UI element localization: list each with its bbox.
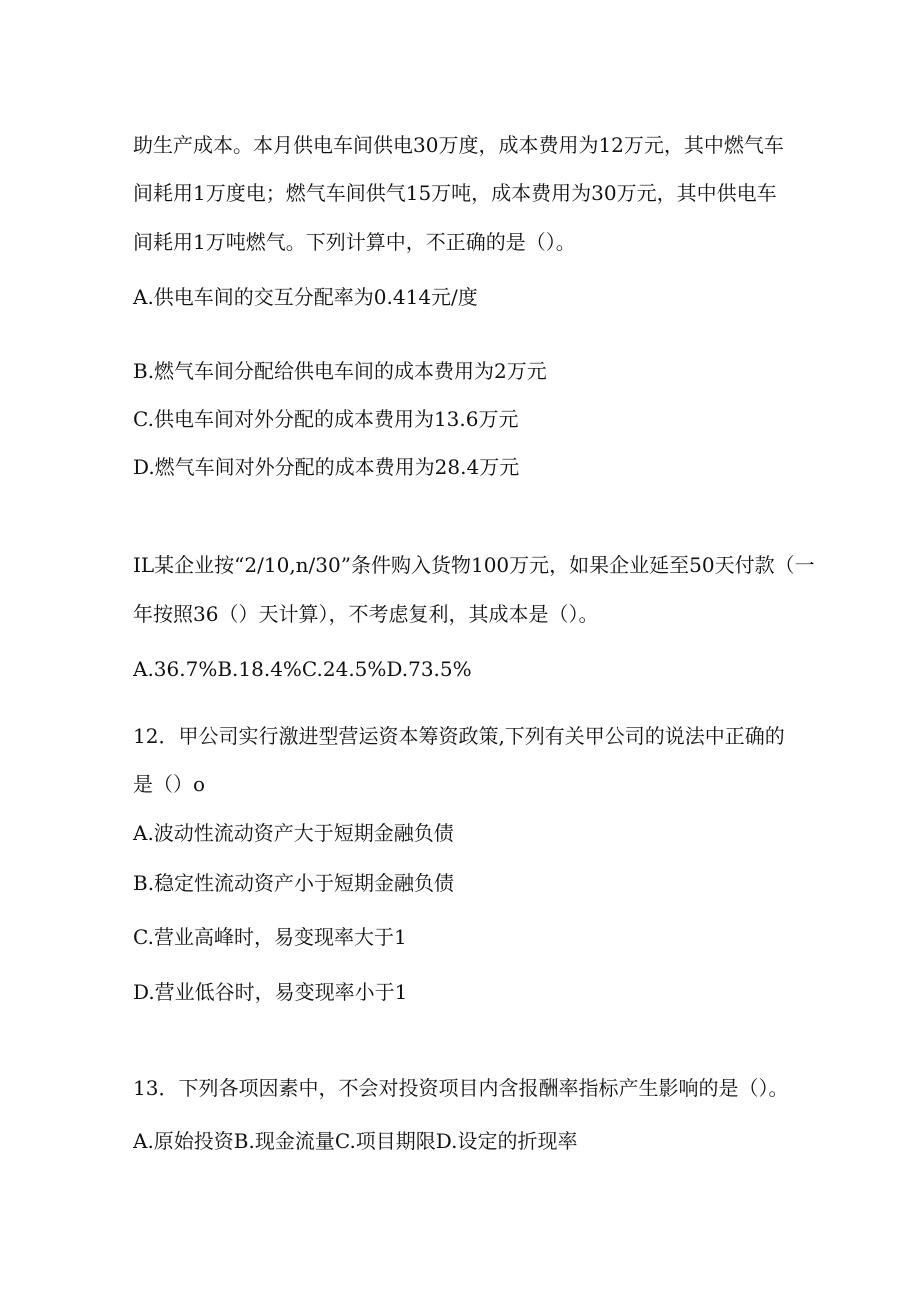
q10-option-b: B.燃气车间分配给供电车间的成本费用为2万元 (133, 359, 547, 383)
q12-text-line-2: 是（）o (133, 772, 206, 796)
q13-options: A.原始投资B.现金流量C.项目期限D.设定的折现率 (133, 1129, 578, 1153)
q10-option-a: A.供电车间的交互分配率为0.414元/度 (133, 285, 478, 309)
q12-option-c: C.营业高峰时，易变现率大于1 (133, 925, 407, 949)
q11-text-line-2: 年按照36（）天计算），不考虑复利，其成本是（）。 (133, 602, 599, 626)
q10-text-line-1: 助生产成本。本月供电车间供电30万度，成本费用为12万元，其中燃气车 (133, 133, 784, 157)
q10-option-c: C.供电车间对外分配的成本费用为13.6万元 (133, 407, 519, 431)
q12-option-b: B.稳定性流动资产小于短期金融负债 (133, 871, 455, 895)
q12-option-d: D.营业低谷时，易变现率小于1 (133, 980, 408, 1004)
q12-option-a: A.波动性流动资产大于短期金融负债 (133, 821, 454, 845)
q11-text-line-1: IL某企业按“2/10,n/30”条件购入货物100万元，如果企业延至50天付款（一 (133, 553, 815, 577)
q10-option-d: D.燃气车间对外分配的成本费用为28.4万元 (133, 455, 520, 479)
q10-text-line-2: 间耗用1万度电；燃气车间供气15万吨，成本费用为30万元，其中供电车 (133, 181, 777, 205)
q12-text-line-1: 12．甲公司实行激进型营运资本筹资政策,下列有关甲公司的说法中正确的 (133, 724, 785, 748)
q10-text-line-3: 间耗用1万吨燃气。下列计算中，不正确的是（）。 (133, 230, 576, 254)
q11-options: A.36.7%B.18.4%C.24.5%D.73.5% (133, 657, 472, 681)
q13-text: 13．下列各项因素中，不会对投资项目内含报酬率指标产生影响的是（）。 (133, 1076, 789, 1100)
